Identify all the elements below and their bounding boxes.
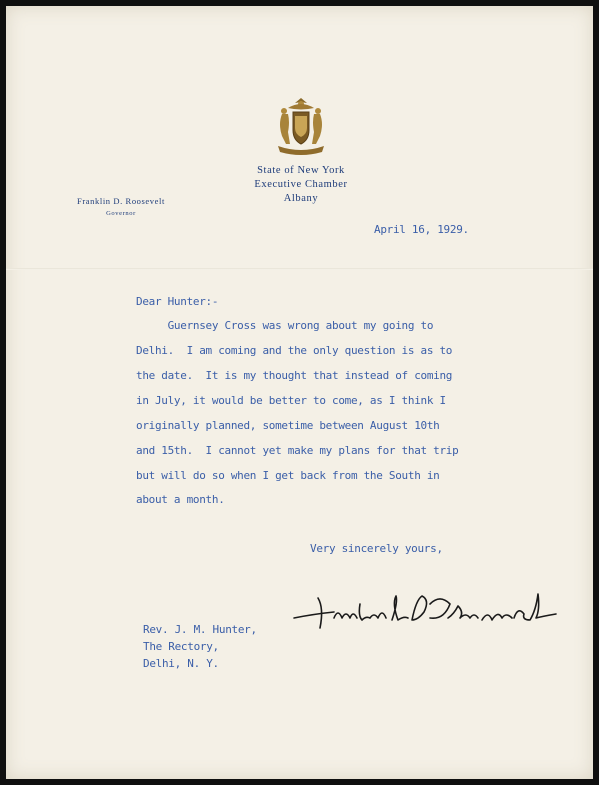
body-line: the date. It is my thought that instead of coming	[136, 369, 453, 382]
body-line: but will do so when I get back from the South in	[136, 469, 440, 482]
new-york-state-seal-icon	[268, 96, 334, 158]
recipient-line: The Rectory,	[143, 640, 219, 653]
body-line: Guernsey Cross was wrong about my going to	[136, 319, 434, 332]
letterhead-city: Albany	[283, 193, 319, 204]
recipient-line: Delhi, N. Y.	[143, 657, 219, 670]
closing: Very sincerely yours,	[310, 542, 443, 555]
letter-page	[6, 6, 593, 779]
governor-title: Governor	[106, 210, 136, 217]
governor-name: Franklin D. Roosevelt	[77, 196, 165, 206]
letter-date: April 16, 1929.	[374, 223, 469, 236]
body-line: Delhi. I am coming and the only question is as to	[136, 344, 453, 357]
body-line: about a month.	[136, 493, 225, 506]
handwritten-signature	[288, 584, 578, 640]
letterhead-chamber: Executive Chamber	[254, 179, 348, 190]
body-line: in July, it would be better to come, as I think I	[136, 394, 446, 407]
salutation: Dear Hunter:-	[136, 295, 219, 308]
paper-fold	[6, 268, 593, 270]
letterhead-state: State of New York	[257, 165, 345, 176]
body-line: originally planned, sometime between August 10th	[136, 419, 440, 432]
body-line: and 15th. I cannot yet make my plans for that trip	[136, 444, 459, 457]
recipient-line: Rev. J. M. Hunter,	[143, 623, 257, 636]
